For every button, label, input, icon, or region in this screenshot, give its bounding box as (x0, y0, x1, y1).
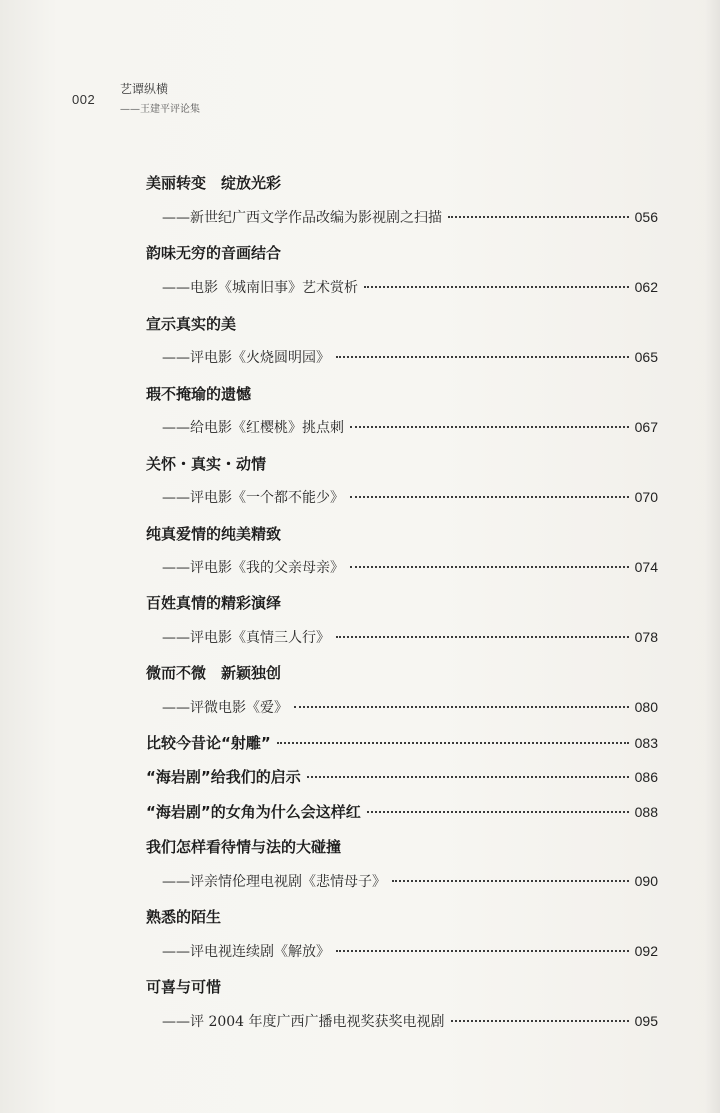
book-title: 艺谭纵横 (120, 82, 169, 96)
toc-entry-title: 熟悉的陌生 (146, 908, 222, 926)
dot-leader (336, 356, 629, 358)
dot-leader (350, 496, 629, 498)
dot-leader (367, 811, 629, 813)
dot-leader (392, 880, 629, 882)
toc-entry[interactable] (162, 697, 658, 717)
toc-subtitle-row (0, 557, 720, 581)
toc-entry-subtitle: ——评电影《一个都不能少》 (162, 490, 344, 506)
toc-entry-subtitle: ——评电影《真情三人行》 (162, 630, 330, 646)
toc-entry[interactable] (162, 871, 658, 891)
dot-leader (448, 216, 629, 218)
toc-entry-title: 我们怎样看待情与法的大碰撞 (146, 838, 342, 856)
toc-page-number: 078 (634, 629, 658, 645)
toc-entry-title: 纯真爱情的纯美精致 (146, 525, 282, 543)
toc-title-row (0, 242, 720, 266)
dot-leader (277, 742, 629, 744)
toc-entry-subtitle: ——评微电影《爱》 (162, 700, 288, 716)
toc-entry-subtitle: ——给电影《红樱桃》挑点刺 (162, 420, 344, 436)
toc-page-number: 092 (634, 943, 658, 959)
toc-title-row (0, 172, 720, 196)
toc-entry[interactable] (162, 487, 658, 507)
toc-entry-title: “海岩剧”给我们的启示 (146, 768, 301, 786)
toc-subtitle-row (0, 487, 720, 511)
toc-title-row (0, 523, 720, 547)
toc-entry-title: 百姓真情的精彩演绎 (146, 594, 282, 612)
toc-title-row (0, 453, 720, 477)
toc-page-number: 088 (634, 804, 658, 820)
toc-entry[interactable] (162, 941, 658, 961)
toc-page-number: 083 (634, 735, 658, 751)
toc-page-number: 090 (634, 873, 658, 889)
toc-entry-subtitle: ——评电影《火烧圆明园》 (162, 350, 330, 366)
dot-leader (307, 776, 629, 778)
toc-entry-title: 微而不微 新颖独创 (146, 664, 282, 682)
toc-entry-subtitle: ——评 2004 年度广西广播电视奖获奖电视剧 (162, 1014, 445, 1030)
toc-entry[interactable] (146, 766, 658, 787)
toc-page-number: 065 (634, 349, 658, 365)
toc-page-number: 062 (634, 279, 658, 295)
toc-entry[interactable] (162, 207, 658, 227)
dot-leader (336, 636, 629, 638)
toc-entry-title: 比较今昔论“射雕” (146, 734, 271, 752)
toc-page-number: 056 (634, 209, 658, 225)
toc-entry[interactable] (162, 277, 658, 297)
toc-entry-title: 可喜与可惜 (146, 978, 222, 996)
toc-entry-title: “海岩剧”的女角为什么会这样红 (146, 803, 361, 821)
toc-page-number: 095 (634, 1013, 658, 1029)
toc-entry-title: 关怀・真实・动情 (146, 455, 267, 473)
toc-entry-subtitle: ——评亲情伦理电视剧《悲情母子》 (162, 874, 386, 890)
toc-page-number: 080 (634, 699, 658, 715)
toc-flat-row (0, 766, 720, 790)
toc-flat-row (0, 732, 720, 756)
toc-entry[interactable] (146, 801, 658, 822)
toc-subtitle-row (0, 1011, 720, 1035)
toc-subtitle-row (0, 941, 720, 965)
toc-entry[interactable] (146, 732, 658, 753)
toc-title-row (0, 383, 720, 407)
page-number: 002 (72, 92, 96, 107)
toc-entry-subtitle: ——新世纪广西文学作品改编为影视剧之扫描 (162, 210, 442, 226)
toc-flat-row (0, 801, 720, 825)
toc-page-number: 070 (634, 489, 658, 505)
toc-title-row (0, 836, 720, 860)
toc-page-number: 086 (634, 769, 658, 785)
toc-page-number: 067 (634, 419, 658, 435)
toc-subtitle-row (0, 277, 720, 301)
toc-subtitle-row (0, 627, 720, 651)
toc-title-row (0, 313, 720, 337)
toc-entry-subtitle: ——评电视连续剧《解放》 (162, 944, 330, 960)
toc-title-row (0, 662, 720, 686)
toc-entry[interactable] (162, 417, 658, 437)
toc-subtitle-row (0, 207, 720, 231)
dot-leader (350, 566, 629, 568)
dot-leader (336, 950, 629, 952)
toc-entry-title: 瑕不掩瑜的遗憾 (146, 385, 252, 403)
toc-entry[interactable] (162, 627, 658, 647)
toc-subtitle-row (0, 697, 720, 721)
dot-leader (350, 426, 629, 428)
toc-subtitle-row (0, 347, 720, 371)
dot-leader (451, 1020, 629, 1022)
toc-title-row (0, 906, 720, 930)
toc-entry-title: 韵味无穷的音画结合 (146, 244, 282, 262)
toc-entry-title: 美丽转变 绽放光彩 (146, 174, 282, 192)
toc-entry-subtitle: ——电影《城南旧事》艺术赏析 (162, 280, 358, 296)
dot-leader (364, 286, 629, 288)
toc-entry[interactable] (162, 557, 658, 577)
dot-leader (294, 706, 629, 708)
toc-subtitle-row (0, 871, 720, 895)
toc-entry[interactable] (162, 347, 658, 367)
toc-title-row (0, 976, 720, 1000)
toc-entry-subtitle: ——评电影《我的父亲母亲》 (162, 560, 344, 576)
toc-subtitle-row (0, 417, 720, 441)
book-subtitle: ——王建平评论集 (120, 104, 200, 115)
toc-title-row (0, 592, 720, 616)
toc-page-number: 074 (634, 559, 658, 575)
toc-entry-title: 宣示真实的美 (146, 315, 237, 333)
toc-entry[interactable] (162, 1011, 658, 1031)
